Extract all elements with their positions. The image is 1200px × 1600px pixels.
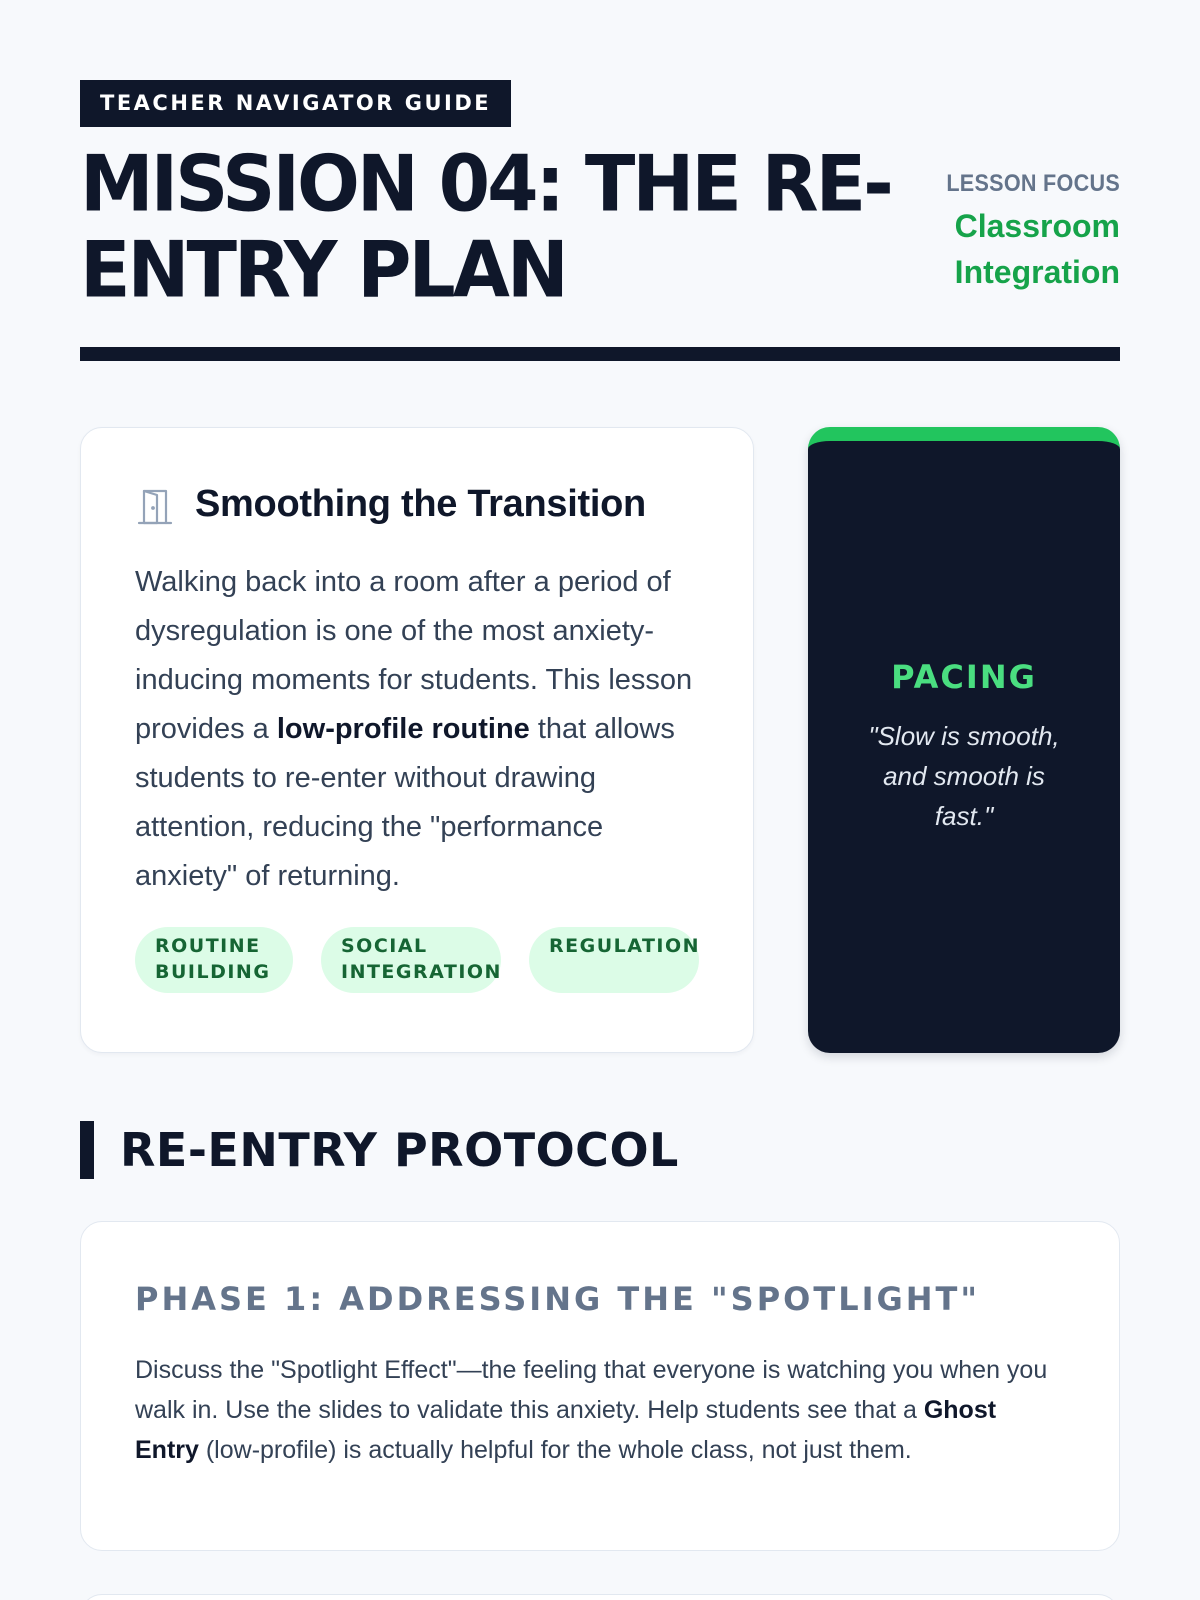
header-divider: [80, 347, 1120, 361]
section-title: RE-ENTRY PROTOCOL: [120, 1123, 679, 1177]
phase-2-card: [80, 1594, 1120, 1600]
phase-1-body-bold: Ghost Entry: [135, 1396, 997, 1464]
tag-routine-building: ROUTINE BUILDING: [135, 927, 293, 993]
intro-card: [80, 427, 754, 1053]
phase-1-body: [135, 1350, 1065, 1470]
lesson-focus-value: Classroom Integration: [954, 208, 1120, 290]
intro-body-text-2: that allows students to re-enter without drawing attention, reducing the "performance anxiety" of returning.: [135, 713, 675, 892]
lesson-focus: [920, 169, 1120, 295]
pacing-quote: "Slow is smooth, and smooth is fast.": [868, 721, 1060, 831]
tag-social-integration: SOCIAL INTEGRATION: [321, 927, 501, 993]
phase-1-body-text-2: (low-profile) is actually helpful for the whole class, not just them.: [198, 1436, 912, 1464]
intro-body: [135, 558, 699, 901]
phase-1-title: PHASE 1: ADDRESSING THE "SPOTLIGHT": [135, 1280, 981, 1318]
door-icon: [135, 486, 175, 526]
page: [80, 80, 1120, 1551]
lesson-focus-label: LESSON FOCUS: [946, 170, 1120, 197]
tag-regulation: REGULATION: [529, 927, 699, 993]
phase-1-card: [80, 1221, 1120, 1551]
tag-list: [135, 927, 699, 993]
section-heading: [80, 1121, 1120, 1179]
intro-body-bold: low-profile routine: [276, 713, 530, 745]
intro-header: [135, 482, 699, 526]
header: [80, 138, 1120, 316]
intro-title: Smoothing the Transition: [195, 482, 646, 525]
pacing-label: PACING: [891, 658, 1037, 696]
phase-1-body-text-1: Discuss the "Spotlight Effect"—the feeling that everyone is watching you when you walk in. Use the slides to validate this anxiety. Help students see that a: [135, 1356, 1048, 1424]
section-accent-bar: [80, 1121, 94, 1179]
intro-body-text-1: Walking back into a room after a period of dysregulation is one of the most anxiety-inducing moments for students. This lesson provides a: [135, 566, 693, 745]
intro-row: [80, 427, 1120, 1053]
guide-eyebrow: TEACHER NAVIGATOR GUIDE: [80, 80, 511, 127]
page-title: MISSION 04: THE RE-ENTRY PLAN: [80, 138, 891, 316]
pacing-card: [808, 427, 1120, 1053]
